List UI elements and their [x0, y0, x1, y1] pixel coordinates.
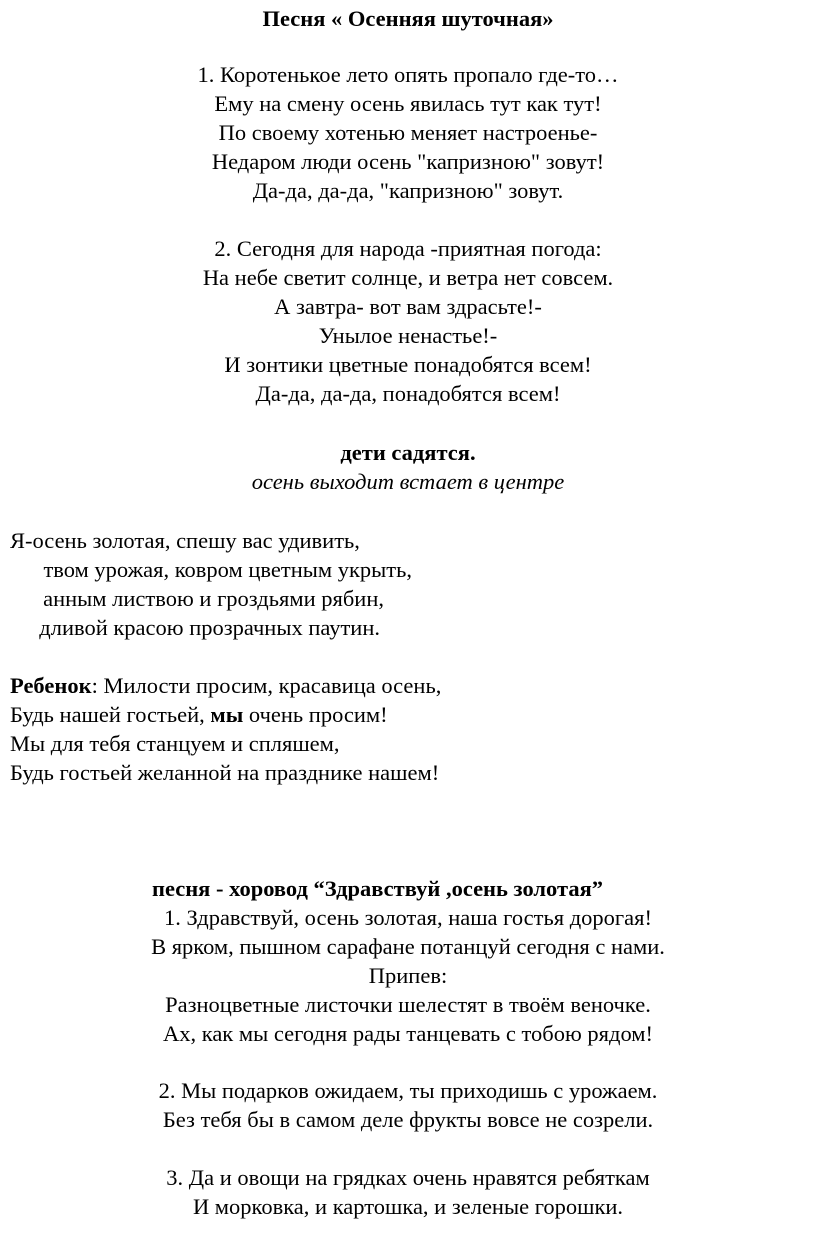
song1-verse2-line2: На небе светит солнце, и ветра нет совсем.	[202, 265, 614, 290]
child-speech-line4: Будь гостьей желанной на празднике нашем!	[10, 760, 440, 785]
child-speech-line1	[10, 671, 441, 701]
stage-direction-autumn: осень выходит встает в центре	[251, 469, 565, 494]
autumn-speech-line4-text: дливой красою прозрачных паутин.	[39, 615, 380, 640]
song1-verse2-line1: 2. Сегодня для народа -приятная погода:	[214, 236, 602, 261]
song1-verse2-line6: Да-да, да-да, понадобятся всем!	[255, 381, 561, 406]
song1-verse2-line3: А завтра- вот вам здрасьте!-	[274, 294, 542, 319]
song1-verse1-line4: Недаром люди осень "капризною" зовут!	[211, 149, 605, 174]
child-speech-line1-text: : Милости просим, красавица осень,	[91, 673, 442, 698]
song1-verse1-line1: 1. Коротенькое лето опять пропало где-то…	[197, 62, 619, 87]
child-speech-line2-bold: мы	[210, 702, 244, 727]
autumn-speech-line4	[0, 613, 380, 643]
song2-line5: Ах, как мы сегодня рады танцевать с тобою рядом!	[162, 1021, 653, 1046]
child-speech-line3: Мы для тебя станцуем и спляшем,	[10, 731, 340, 756]
stage-direction-children: дети садятся.	[340, 440, 476, 465]
song2-line2: В ярком, пышном сарафане потанцуй сегодня с нами.	[151, 934, 665, 959]
song-title: Песня « Осенняя шуточная»	[262, 6, 554, 31]
child-speech-line2-b: очень просим!	[243, 702, 388, 727]
autumn-speech-line3-text: анным листвою и гроздьями рябин,	[43, 586, 384, 611]
song2-verse3-line1: 3. Да и овощи на грядках очень нравятся ребяткам	[166, 1165, 650, 1190]
autumn-speech-line2-text: твом урожая, ковром цветным укрыть,	[43, 557, 412, 582]
song1-verse1-line2: Ему на смену осень явилась тут как тут!	[214, 91, 602, 116]
autumn-speech-line3	[0, 584, 384, 614]
song2-line4: Разноцветные листочки шелестят в твоём веночке.	[165, 992, 651, 1017]
child-speech-line2-a: Будь нашей гостьей,	[10, 702, 211, 727]
song1-verse1-line5: Да-да, да-да, "капризною" зовут.	[252, 178, 564, 203]
speaker-name: Ребенок	[10, 673, 92, 698]
autumn-speech-line2	[0, 555, 412, 585]
song1-verse2-line5: И зонтики цветные понадобятся всем!	[224, 352, 592, 377]
child-speech-line2	[10, 700, 388, 730]
song1-verse2-line4: Унылое ненастье!-	[318, 323, 498, 348]
song2-line1: 1. Здравствуй, осень золотая, наша гостья дорогая!	[164, 905, 652, 930]
song2-title: песня - хоровод “Здравствуй ,осень золотая”	[152, 876, 603, 901]
song2-chorus-label: Припев:	[368, 963, 448, 988]
song1-verse1-line3: По своему хотенью меняет настроенье-	[218, 120, 598, 145]
song2-verse2-line2: Без тебя бы в самом деле фрукты вовсе не созрели.	[162, 1107, 654, 1132]
song2-verse3-line2: И морковка, и картошка, и зеленые горошки.	[192, 1194, 624, 1219]
autumn-speech-line1: Я-осень золотая, спешу вас удивить,	[10, 528, 360, 553]
song2-verse2-line1: 2. Мы подарков ожидаем, ты приходишь с урожаем.	[158, 1078, 658, 1103]
